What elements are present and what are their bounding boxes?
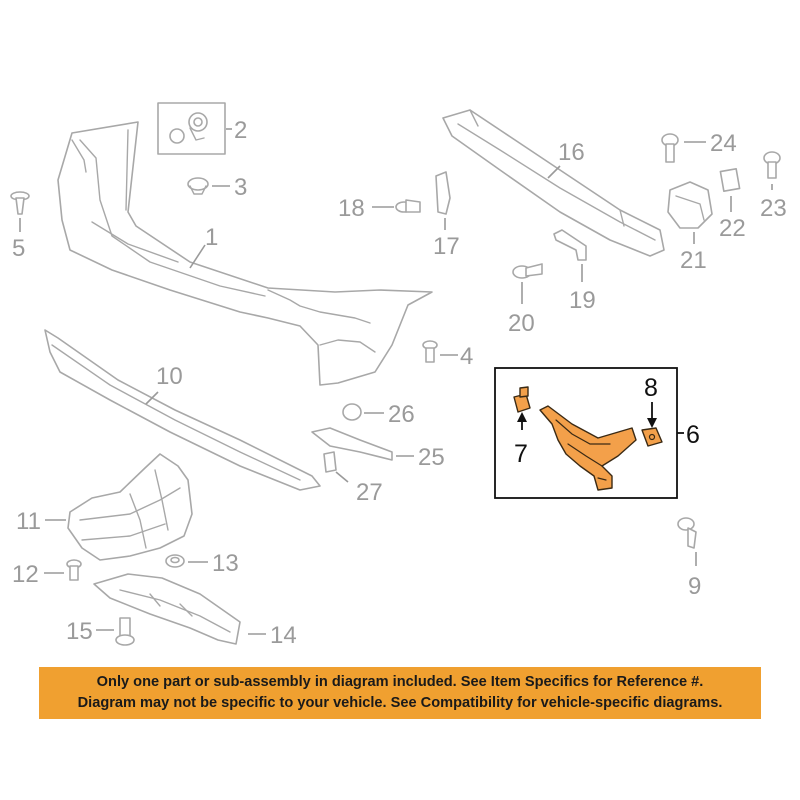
callout-20: 20 (508, 310, 535, 337)
callout-7: 7 (514, 440, 528, 468)
callout-13: 13 (212, 550, 239, 577)
callout-8: 8 (644, 374, 658, 402)
lower-lip-part (45, 330, 320, 490)
callout-26: 26 (388, 401, 415, 428)
callout-15: 15 (66, 618, 93, 645)
grommet-part-26 (343, 404, 361, 420)
callout-24: 24 (710, 130, 737, 157)
callout-16: 16 (558, 139, 585, 166)
mount-bracket-part-21 (668, 182, 712, 228)
bolt-part-4 (423, 341, 437, 362)
callout-10: 10 (156, 363, 183, 390)
callout-17: 17 (433, 233, 460, 260)
clip-part-22 (720, 169, 739, 191)
bolt-part-9 (678, 518, 696, 548)
under-cover-part (68, 454, 192, 560)
callout-21: 21 (680, 247, 707, 274)
callout-11: 11 (16, 508, 41, 535)
disclaimer-line-2: Diagram may not be specific to your vehicle. See Compatibility for vehicle-specific diagrams. (77, 695, 723, 711)
bolt-part-12 (67, 560, 81, 580)
lower-panel-part (94, 574, 240, 644)
callout-12: 12 (12, 561, 39, 588)
bolt-part-24 (662, 134, 678, 162)
screw-part-5 (11, 192, 29, 214)
callout-14: 14 (270, 622, 297, 649)
callout-3: 3 (234, 174, 248, 201)
clip-set-box (158, 103, 225, 154)
callout-9: 9 (688, 573, 702, 600)
disclaimer-banner (39, 667, 761, 719)
bulb-part-27 (324, 452, 336, 472)
callout-6: 6 (686, 421, 700, 449)
callout-25: 25 (418, 444, 445, 471)
side-bracket-part-17 (436, 172, 450, 214)
bumper-cover-part (58, 122, 432, 385)
disclaimer-line-1: Only one part or sub-assembly in diagram included. See Item Specifics for Reference #. (96, 674, 704, 690)
callout-22: 22 (719, 215, 746, 242)
callout-23: 23 (760, 195, 787, 222)
callout-5: 5 (12, 235, 26, 262)
callout-2: 2 (234, 117, 248, 144)
screw-part-18 (396, 200, 420, 212)
callout-19: 19 (569, 287, 596, 314)
bolt-part-15 (116, 618, 134, 645)
callout-27: 27 (356, 479, 383, 506)
grommet-part (188, 178, 208, 194)
screw-part-20 (513, 264, 542, 278)
bracket-part-19 (554, 230, 586, 260)
nut-part-13 (166, 555, 184, 567)
bolt-part-23 (764, 152, 780, 178)
callout-1: 1 (205, 224, 219, 251)
callout-4: 4 (460, 343, 474, 370)
callout-18: 18 (338, 195, 365, 222)
